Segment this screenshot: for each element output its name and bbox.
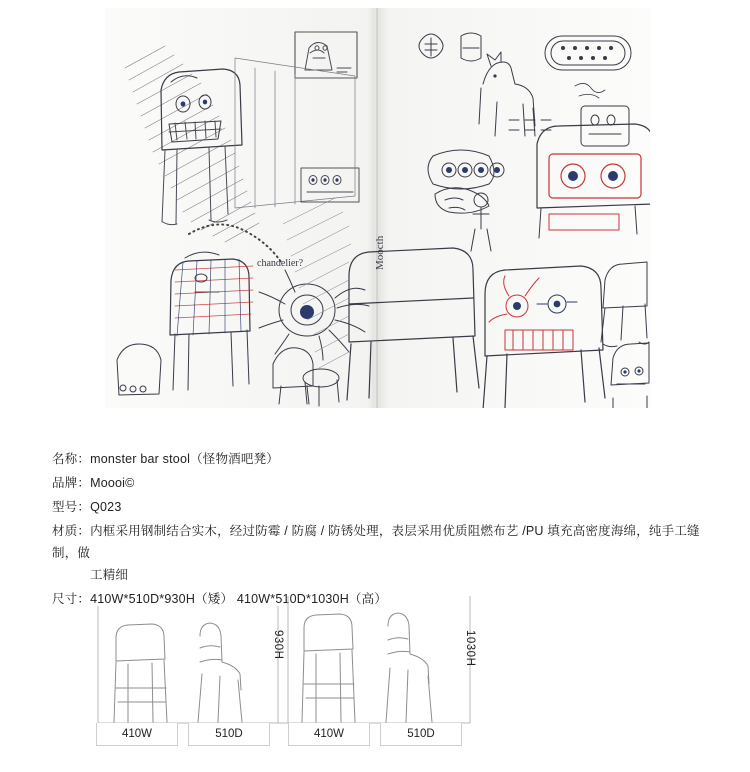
sketch-image xyxy=(105,8,650,408)
dimension-height-1030: 1030H xyxy=(464,630,476,667)
spec-size: 尺寸：410W*510D*930H（矮） 410W*510D*1030H（高） xyxy=(52,592,388,606)
dimension-label-high-front: 410W xyxy=(288,723,370,746)
spec-material-line2: 工精细 xyxy=(90,568,129,582)
dimension-label-high-side: 510D xyxy=(380,723,462,746)
dimension-height-930: 930H xyxy=(272,630,284,660)
sketch-caption-chandelier: chandelier? xyxy=(257,258,304,269)
spec-material xyxy=(52,520,712,586)
spec-brand: 品牌：Moooi© xyxy=(52,476,135,490)
dimension-label-low-side: 510D xyxy=(188,723,270,746)
spec-model: 型号：Q023 xyxy=(52,500,122,514)
dimension-drawings xyxy=(88,588,488,763)
sketch-caption-mocha: Moocth xyxy=(374,235,386,270)
spec-name: 名称：monster bar stool（怪物酒吧凳） xyxy=(52,452,279,466)
dimension-label-low-front: 410W xyxy=(96,723,178,746)
spec-material-line1: 材质：内框采用钢制结合实木，经过防霉 / 防腐 / 防锈处理，表层采用优质阻燃布艺 /PU 填充高密度海绵，纯手工缝制，做 xyxy=(52,524,700,560)
